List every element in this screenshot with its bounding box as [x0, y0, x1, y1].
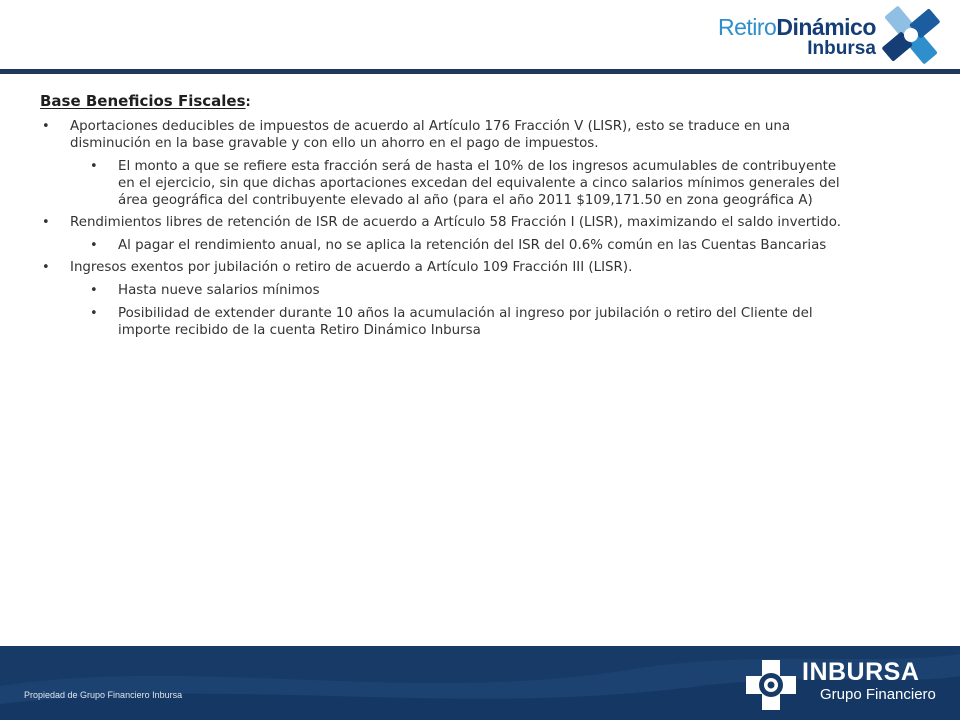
header-divider — [0, 69, 960, 74]
sub-bullet-item — [40, 305, 850, 339]
inbursa-brand-text: INBURSA — [802, 658, 920, 686]
sub-bullet-item — [40, 237, 850, 254]
section-title-colon: : — [245, 95, 251, 110]
bullet-text: • Aportaciones deducibles de impuestos de acuerdo al Artículo 176 Fracción V (LISR), esto se traduce en una disminución en la base gravable y con ello un ahorro en el pago de impuestos. — [70, 119, 791, 151]
sub-bullet-text: • Hasta nueve salarios mínimos — [118, 283, 320, 298]
bullet-text: • Ingresos exentos por jubilación o retiro de acuerdo a Artículo 109 Fracción III (LISR). — [70, 260, 633, 275]
section-title-text: Base Beneficios Fiscales — [40, 92, 246, 110]
inbursa-mark-icon — [744, 658, 798, 712]
logo-word-dinamico: Dinámico — [776, 14, 876, 40]
bullet-list — [40, 118, 850, 339]
section-title — [40, 92, 850, 110]
x-cross-logo-icon — [877, 2, 945, 68]
sub-bullet-text: • El monto a que se refiere esta fracción será de hasta el 10% de los ingresos acumulables de contribuyente en el ejercicio, sin que dichas aportaciones excedan del equivalente a cinco salarios mínimos generales del área geográfica del contribuyente elevado al año (para el año 2011 $109,171.50 en zona geográfica A) — [118, 159, 840, 208]
bullet-item — [40, 214, 850, 231]
inbursa-logo — [744, 658, 944, 714]
logo-line-1 — [718, 16, 876, 39]
inbursa-subtitle: Grupo Financiero — [820, 686, 936, 703]
footer-band — [0, 646, 960, 720]
retiro-dinamico-logo — [712, 2, 948, 68]
bullet-item — [40, 259, 850, 276]
sub-bullet-text: • Posibilidad de extender durante 10 años la acumulación al ingreso por jubilación o retiro del Cliente del importe recibido de la cuenta Retiro Dinámico Inbursa — [118, 306, 813, 338]
footer-copyright: Propiedad de Grupo Financiero Inbursa — [24, 690, 183, 700]
slide-content — [40, 92, 850, 344]
logo-wordmark — [718, 16, 876, 58]
logo-word-inbursa: Inbursa — [807, 38, 876, 59]
sub-bullet-item — [40, 158, 850, 209]
sub-bullet-text: • Al pagar el rendimiento anual, no se aplica la retención del ISR del 0.6% común en las Cuentas Bancarias — [118, 238, 827, 253]
bullet-item — [40, 118, 850, 152]
sub-bullet-item — [40, 282, 850, 299]
bullet-text: • Rendimientos libres de retención de ISR de acuerdo a Artículo 58 Fracción I (LISR), maximizando el saldo invertido. — [70, 215, 841, 230]
logo-word-retiro: Retiro — [718, 14, 777, 40]
